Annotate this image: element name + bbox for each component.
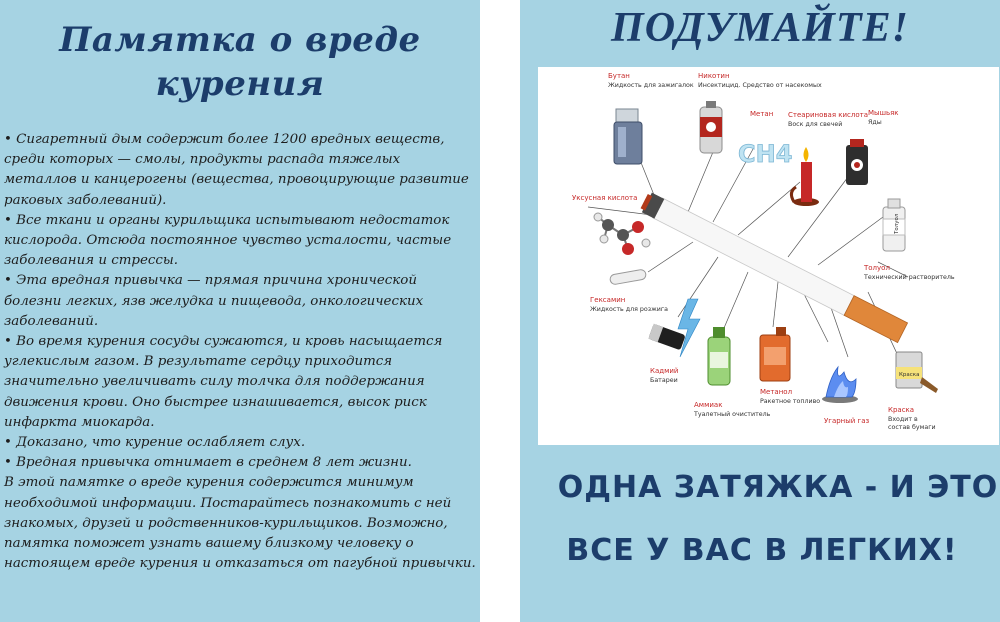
- label-arsenic: Мышьяк: [868, 109, 899, 117]
- poison-bottle-icon: [846, 139, 868, 185]
- cleaner-bottle-icon: [708, 327, 730, 385]
- leaflet-title: [0, 18, 480, 106]
- slogan-line-1: ОДНА ЗАТЯЖКА - И ЭТО: [557, 470, 999, 505]
- right-poster-panel: [520, 0, 1000, 622]
- label-cadmium: Кадмий: [650, 367, 679, 375]
- sub-toluene: Технический растворитель: [864, 274, 955, 281]
- label-methanol: Метанол: [760, 388, 793, 396]
- label-hexamine: Гексамин: [590, 296, 626, 304]
- sub-arsenic: Яды: [868, 119, 882, 126]
- sub-stearic: Воск для свечей: [788, 121, 843, 128]
- label-co: Угарный газ: [824, 417, 870, 425]
- body-paragraph: • Вредная привычка отнимает в среднем 8 лет жизни.: [4, 455, 412, 471]
- candle-icon: [791, 147, 819, 206]
- test-tube-icon: [609, 269, 646, 285]
- lighter-icon: [614, 109, 642, 164]
- leaflet-body: [4, 130, 476, 574]
- body-paragraph: • Сигаретный дым содержит более 1200 вредных веществ, среди которых — смолы, продукты распада тяжелых металлов и канцерогены (вещества, провоцирующие развитие раковых заболеваний).: [4, 132, 469, 208]
- body-paragraph: • Все ткани и органы курильщика испытывают недостаток кислорода. Отсюда постоянное чувство усталости, частые заболевания и стрессы.: [4, 212, 452, 269]
- sub-butane: Жидкость для зажигалок: [608, 82, 694, 89]
- sub-hexamine: Жидкость для розжига: [590, 306, 669, 313]
- gas-flame-icon: [822, 367, 858, 403]
- leaflet-title-line-1: Памятка о вреде: [59, 20, 421, 60]
- label-stearic: Стеариновая кислота: [788, 111, 869, 119]
- sub-ammonia: Туалетный очиститель: [694, 411, 771, 418]
- body-paragraph: • Во время курения сосуды сужаются, и кровь насыщается углекислым газом. В результате сердцу приходится значительно увеличивать силу толчка для поддержания движения крови. Оно быстрее изнашивается, высок риск инфаркта миокарда.: [4, 334, 443, 430]
- label-ammonia: Аммиак: [694, 401, 723, 409]
- label-toluene: Толуол: [864, 264, 890, 272]
- body-paragraph: В этой памятке о вреде курения содержится минимум необходимой информации. Постарайтесь познакомить с ней знакомых, друзей и родственников-курильщиков. Возможно, памятка поможет узнать вашему близкому человеку о настоящем вреде курения и отказаться от пагубной привычки.: [4, 475, 476, 572]
- label-methane: Метан: [750, 110, 774, 118]
- label-butane: Бутан: [608, 72, 630, 80]
- sub-cadmium: Батареи: [650, 377, 678, 384]
- molecule-icon: [594, 213, 650, 255]
- cigarette-chemicals-illustration: [538, 67, 999, 445]
- paint-can-text: Краска: [899, 372, 920, 378]
- sub-paint-2: состав бумаги: [888, 424, 936, 431]
- sub-methanol: Ракетное топливо: [760, 398, 821, 405]
- toluene-bottle-text: Толуол: [894, 213, 900, 234]
- leaflet-title-line-2: курения: [155, 64, 325, 104]
- label-paint: Краска: [888, 406, 915, 414]
- body-paragraph: • Эта вредная привычка — прямая причина хронической болезни легких, язв желудка и пищевода, онкологических заболеваний.: [4, 273, 424, 329]
- left-leaflet-panel: [0, 0, 480, 622]
- body-paragraph: • Доказано, что курение ослабляет слух.: [4, 435, 306, 451]
- methane-formula: CH4: [738, 140, 793, 168]
- sub-paint-1: Входит в: [888, 416, 918, 423]
- label-acetic: Уксусная кислота: [572, 194, 638, 202]
- lightning-icon: [678, 299, 700, 357]
- poster-title: ПОДУМАЙТЕ!: [611, 5, 909, 51]
- slogan-line-2: ВСЕ У ВАС В ЛЕГКИХ!: [566, 533, 958, 568]
- sub-nicotine: Инсектицид. Средство от насекомых: [698, 82, 822, 89]
- label-nicotine: Никотин: [698, 72, 730, 80]
- jerrycan-icon: [760, 327, 790, 381]
- insecticide-can-icon: [700, 101, 722, 153]
